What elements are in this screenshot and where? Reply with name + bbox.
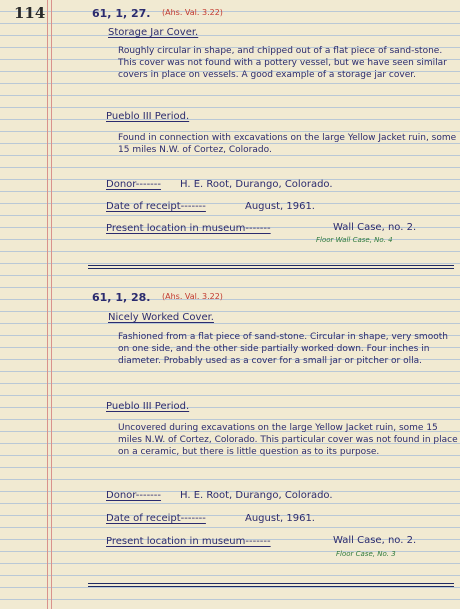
entry-period: Pueblo III Period. [106,401,190,412]
page-number: 114 [14,4,46,22]
catalog-number: 61, 1, 28. [92,291,151,304]
location-value: Wall Case, no. 2. [333,535,417,546]
margin-line [51,0,52,609]
reference-note: (Ahs. Val. 3.22) [162,8,223,17]
entry-description: Roughly circular in shape, and chipped out of a flat piece of sand-stone. This cover was not found with a pottery vessel, but we have seen similar covers in place on vessels. A good example of a storage jar cover. [118,46,447,80]
reference-note: (Ahs. Val. 3.22) [162,292,223,301]
location-label: Present location in museum------- [106,536,271,547]
location-note: Floor Case, No. 3 [336,550,396,558]
location-note: Floor Wall Case, No. 4 [316,236,393,244]
entry-title: Storage Jar Cover. [108,27,199,38]
margin-line [47,0,48,609]
entry-divider [88,268,454,269]
location-value: Wall Case, no. 2. [333,222,417,233]
catalog-number: 61, 1, 27. [92,7,151,20]
receipt-value: August, 1961. [245,201,315,212]
donor-label: Donor------- [106,490,162,501]
entry-context: Found in connection with excavations on the large Yellow Jacket ruin, some 15 miles N.W. of Cortez, Colorado. [118,133,457,155]
donor-value: H. E. Root, Durango, Colorado. [180,179,333,190]
location-label: Present location in museum------- [106,223,271,234]
entry-period: Pueblo III Period. [106,111,190,122]
entry-divider [88,265,454,266]
donor-label: Donor------- [106,179,162,190]
receipt-value: August, 1961. [245,513,315,524]
donor-value: H. E. Root, Durango, Colorado. [180,490,333,501]
receipt-label: Date of receipt------- [106,201,206,212]
entry-description: Fashioned from a flat piece of sand-stone. Circular in shape, very smooth on one side, and the other side partially worked down. Four inches in diameter. Probably used as a cover for a small jar or pitcher or olla. [118,332,448,366]
receipt-label: Date of receipt------- [106,513,206,524]
entry-title: Nicely Worked Cover. [108,312,214,323]
entry-divider [88,583,454,584]
entry-context: Uncovered during excavations on the large Yellow Jacket ruin, some 15 miles N.W. of Cortez, Colorado. This particular cover was not found in place on a ceramic, but there is little question as to its purpose. [118,423,458,457]
entry-divider [88,586,454,587]
